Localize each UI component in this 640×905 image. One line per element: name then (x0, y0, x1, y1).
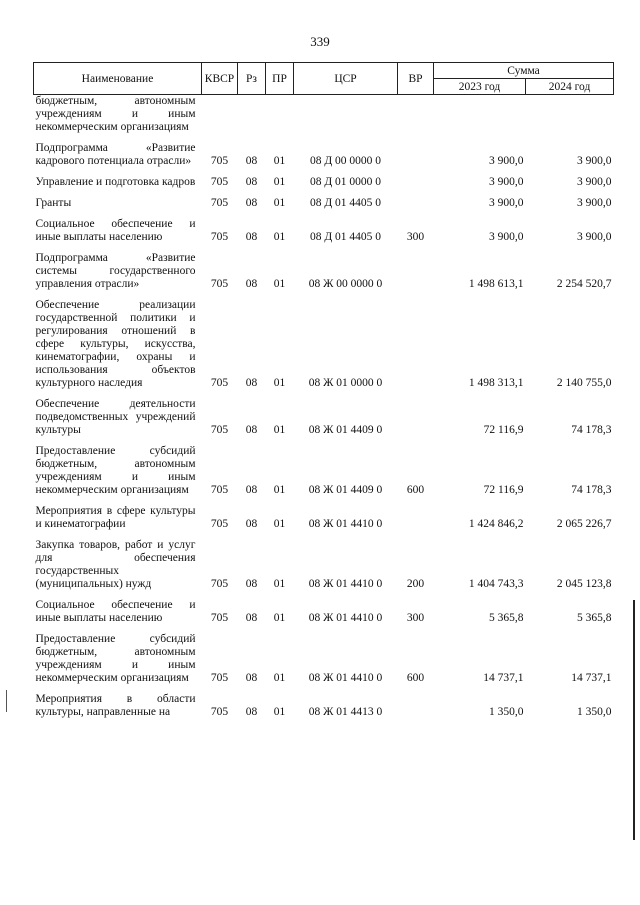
cell-kvsr: 705 (210, 484, 229, 496)
table-row (34, 137, 614, 171)
cell-vr: 600 (406, 484, 425, 496)
cell-y2023: 14 737,1 (483, 672, 524, 684)
cell-y2023: 3 900,0 (489, 197, 524, 209)
header-pr: ПР (266, 63, 294, 95)
header-rz: Рз (238, 63, 266, 95)
cell-name: бюджетным, автономным учреждениям и иным некоммерческим организациям (35, 95, 196, 133)
cell-y2024: 2 254 520,7 (556, 278, 612, 290)
cell-csr (294, 95, 398, 138)
cell-vr: 300 (406, 612, 425, 624)
cell-y2024: 3 900,0 (577, 155, 612, 167)
cell-y2023: 1 498 313,1 (468, 377, 524, 389)
cell-kvsr: 705 (210, 197, 229, 209)
cell-pr: 01 (273, 484, 286, 496)
cell-kvsr: 705 (210, 155, 229, 167)
cell-pr: 01 (273, 377, 286, 389)
cell-y2023: 72 116,9 (483, 484, 524, 496)
cell-kvsr: 705 (210, 377, 229, 389)
cell-csr: 08 Ж 01 4410 0 (308, 612, 383, 624)
cell-csr: 08 Д 00 0000 0 (309, 155, 382, 167)
header-csr: ЦСР (294, 63, 398, 95)
cell-pr: 01 (273, 197, 286, 209)
cell-vr (398, 688, 434, 722)
cell-y2023: 3 900,0 (489, 231, 524, 243)
header-vr: ВР (398, 63, 434, 95)
scan-edge-line (633, 600, 635, 840)
cell-y2024: 74 178,3 (571, 484, 612, 496)
page-number: 339 (310, 34, 330, 49)
cell-vr (398, 171, 434, 192)
cell-y2024: 74 178,3 (571, 424, 612, 436)
table-row (34, 500, 614, 534)
cell-rz: 08 (245, 377, 258, 389)
table-row (34, 192, 614, 213)
cell-rz (238, 95, 266, 138)
cell-pr: 01 (273, 578, 286, 590)
cell-kvsr: 705 (210, 231, 229, 243)
cell-name: Предоставление субсидий бюджетным, автономным учреждениям и иным некоммерческим организациям (35, 633, 196, 684)
cell-name: Закупка товаров, работ и услуг для обеспечения государственных (муниципальных) нужд (35, 539, 196, 590)
budget-table (33, 62, 614, 722)
table-row (34, 95, 614, 138)
scan-mark (6, 690, 7, 712)
cell-rz: 08 (245, 484, 258, 496)
table-row (34, 628, 614, 688)
table-row (34, 440, 614, 500)
cell-y2023: 3 900,0 (489, 176, 524, 188)
cell-kvsr: 705 (210, 612, 229, 624)
cell-pr: 01 (273, 278, 286, 290)
cell-name: Предоставление субсидий бюджетным, автономным учреждениям и иным некоммерческим организациям (35, 445, 196, 496)
header-kvsr: КВСР (202, 63, 238, 95)
cell-kvsr: 705 (210, 518, 229, 530)
table-row (34, 294, 614, 393)
table-row (34, 534, 614, 594)
cell-rz: 08 (245, 518, 258, 530)
cell-csr: 08 Д 01 4405 0 (309, 197, 382, 209)
cell-pr: 01 (273, 155, 286, 167)
cell-y2023: 72 116,9 (483, 424, 524, 436)
table-row (34, 171, 614, 192)
cell-y2024: 14 737,1 (571, 672, 612, 684)
table-row (34, 247, 614, 294)
cell-vr (398, 393, 434, 440)
cell-csr: 08 Ж 01 4413 0 (308, 706, 383, 718)
header-sum: Сумма (434, 63, 614, 79)
header-2024: 2024 год (526, 79, 614, 95)
cell-y2024: 3 900,0 (577, 176, 612, 188)
cell-rz: 08 (245, 278, 258, 290)
cell-name: Мероприятия в сфере культуры и кинематографии (35, 505, 196, 530)
cell-kvsr: 705 (210, 278, 229, 290)
cell-rz: 08 (245, 176, 258, 188)
cell-vr (398, 294, 434, 393)
cell-y2024: 3 900,0 (577, 231, 612, 243)
cell-csr: 08 Д 01 4405 0 (309, 231, 382, 243)
cell-pr: 01 (273, 424, 286, 436)
cell-rz: 08 (245, 197, 258, 209)
cell-pr: 01 (273, 706, 286, 718)
cell-kvsr: 705 (210, 706, 229, 718)
cell-y2023: 1 404 743,3 (468, 578, 524, 590)
cell-y2023: 5 365,8 (489, 612, 524, 624)
cell-csr: 08 Ж 00 0000 0 (308, 278, 383, 290)
cell-kvsr: 705 (210, 672, 229, 684)
cell-pr: 01 (273, 176, 286, 188)
cell-rz: 08 (245, 424, 258, 436)
cell-rz: 08 (245, 231, 258, 243)
cell-kvsr (202, 95, 238, 138)
cell-y2023: 1 498 613,1 (468, 278, 524, 290)
cell-csr: 08 Ж 01 0000 0 (308, 377, 383, 389)
cell-kvsr: 705 (210, 578, 229, 590)
cell-name: Управление и подготовка кадров (35, 176, 196, 188)
table-row (34, 213, 614, 247)
cell-vr (398, 500, 434, 534)
cell-y2024: 2 045 123,8 (556, 578, 612, 590)
cell-vr: 300 (406, 231, 425, 243)
cell-csr: 08 Д 01 0000 0 (309, 176, 382, 188)
table-row (34, 594, 614, 628)
cell-pr: 01 (273, 612, 286, 624)
cell-name: Социальное обеспечение и иные выплаты населению (35, 218, 196, 243)
cell-vr (398, 192, 434, 213)
cell-rz: 08 (245, 612, 258, 624)
cell-kvsr: 705 (210, 176, 229, 188)
cell-y2024: 3 900,0 (577, 197, 612, 209)
cell-kvsr: 705 (210, 424, 229, 436)
header-2023: 2023 год (434, 79, 526, 95)
cell-pr: 01 (273, 518, 286, 530)
table-row (34, 393, 614, 440)
cell-y2024: 1 350,0 (577, 706, 612, 718)
cell-vr (398, 137, 434, 171)
cell-pr: 01 (273, 231, 286, 243)
cell-y2024: 5 365,8 (577, 612, 612, 624)
cell-vr: 200 (406, 578, 425, 590)
cell-name: Подпрограмма «Развитие кадрового потенциала отрасли» (35, 142, 196, 167)
cell-y2023: 1 350,0 (489, 706, 524, 718)
cell-rz: 08 (245, 672, 258, 684)
cell-name: Обеспечение реализации государственной политики и регулирования отношений в сфере культуры, искусства, кинематографии, охраны и использования объектов культурного наследия (35, 299, 196, 389)
cell-csr: 08 Ж 01 4410 0 (308, 578, 383, 590)
cell-y2023: 3 900,0 (489, 155, 524, 167)
cell-vr (398, 95, 434, 138)
cell-csr: 08 Ж 01 4409 0 (308, 484, 383, 496)
cell-vr (398, 247, 434, 294)
cell-pr: 01 (273, 672, 286, 684)
cell-vr: 600 (406, 672, 425, 684)
cell-name: Мероприятия в области культуры, направленные на (35, 693, 196, 718)
cell-rz: 08 (245, 155, 258, 167)
cell-name: Обеспечение деятельности подведомственных учреждений культуры (35, 398, 196, 436)
cell-csr: 08 Ж 01 4409 0 (308, 424, 383, 436)
cell-name: Подпрограмма «Развитие системы государственного управления отрасли» (35, 252, 196, 290)
cell-csr: 08 Ж 01 4410 0 (308, 672, 383, 684)
cell-rz: 08 (245, 578, 258, 590)
cell-y2024: 2 140 755,0 (556, 377, 612, 389)
cell-name: Социальное обеспечение и иные выплаты населению (35, 599, 196, 624)
cell-pr (266, 95, 294, 138)
cell-y2023 (434, 95, 526, 138)
cell-y2024 (526, 95, 614, 138)
cell-y2023: 1 424 846,2 (468, 518, 524, 530)
cell-rz: 08 (245, 706, 258, 718)
table-row (34, 688, 614, 722)
cell-csr: 08 Ж 01 4410 0 (308, 518, 383, 530)
header-name: Наименование (34, 63, 202, 95)
cell-y2024: 2 065 226,7 (556, 518, 612, 530)
cell-name: Гранты (35, 197, 72, 209)
